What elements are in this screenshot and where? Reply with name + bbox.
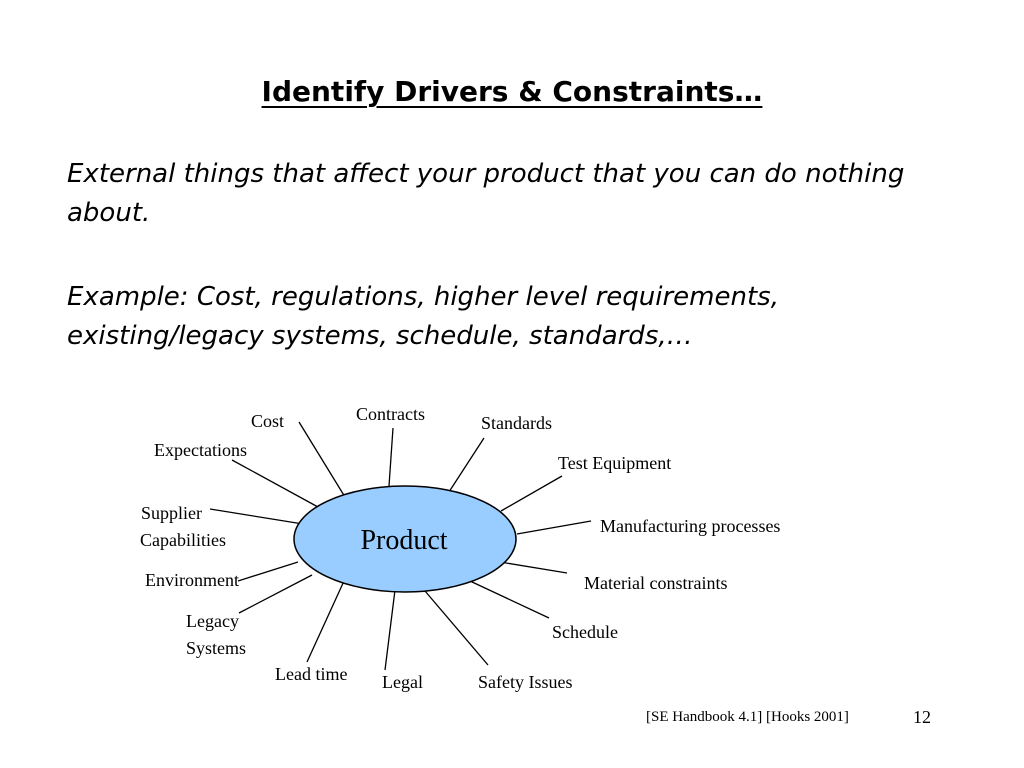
label-supplier-line2: Capabilities	[140, 530, 226, 550]
label-test-equipment: Test Equipment	[558, 453, 672, 473]
label-contracts: Contracts	[356, 404, 425, 424]
ray-cost	[299, 422, 345, 497]
ray-safety	[425, 591, 488, 665]
ray-test-equipment	[501, 476, 562, 511]
label-supplier-line1: Supplier	[141, 503, 202, 523]
ray-environment	[238, 562, 298, 581]
ray-expectations	[232, 460, 318, 507]
ray-standards	[447, 438, 484, 495]
label-legal: Legal	[382, 672, 423, 692]
ray-material	[500, 562, 567, 573]
ray-contracts	[389, 428, 393, 486]
label-material: Material constraints	[584, 573, 728, 593]
product-label: Product	[360, 525, 448, 556]
ray-manufacturing	[517, 521, 591, 534]
ray-schedule	[470, 581, 549, 618]
ray-lead-time	[307, 581, 344, 662]
label-standards: Standards	[481, 413, 552, 433]
label-legacy-line2: Systems	[186, 638, 247, 658]
footer-reference: [SE Handbook 4.1] [Hooks 2001]	[646, 709, 849, 725]
label-expectations: Expectations	[154, 440, 247, 460]
label-lead-time: Lead time	[275, 664, 348, 684]
bullet-external-things: External things that affect your product that you can do nothing about.	[67, 159, 905, 228]
bullet-example: Example: Cost, regulations, higher level requirements, existing/legacy systems, schedule, standards,…	[67, 282, 779, 351]
label-cost: Cost	[251, 411, 285, 431]
label-environment: Environment	[145, 570, 239, 590]
label-safety: Safety Issues	[478, 672, 573, 692]
ray-legal	[385, 590, 395, 670]
label-manufacturing: Manufacturing processes	[600, 516, 781, 536]
ray-legacy	[239, 575, 312, 613]
slide-title-text: Identify Drivers & Constraints…	[261, 75, 763, 108]
page-number: 12	[913, 707, 931, 727]
label-schedule: Schedule	[552, 622, 618, 642]
label-legacy-line1: Legacy	[186, 611, 239, 631]
ray-supplier	[210, 509, 303, 524]
